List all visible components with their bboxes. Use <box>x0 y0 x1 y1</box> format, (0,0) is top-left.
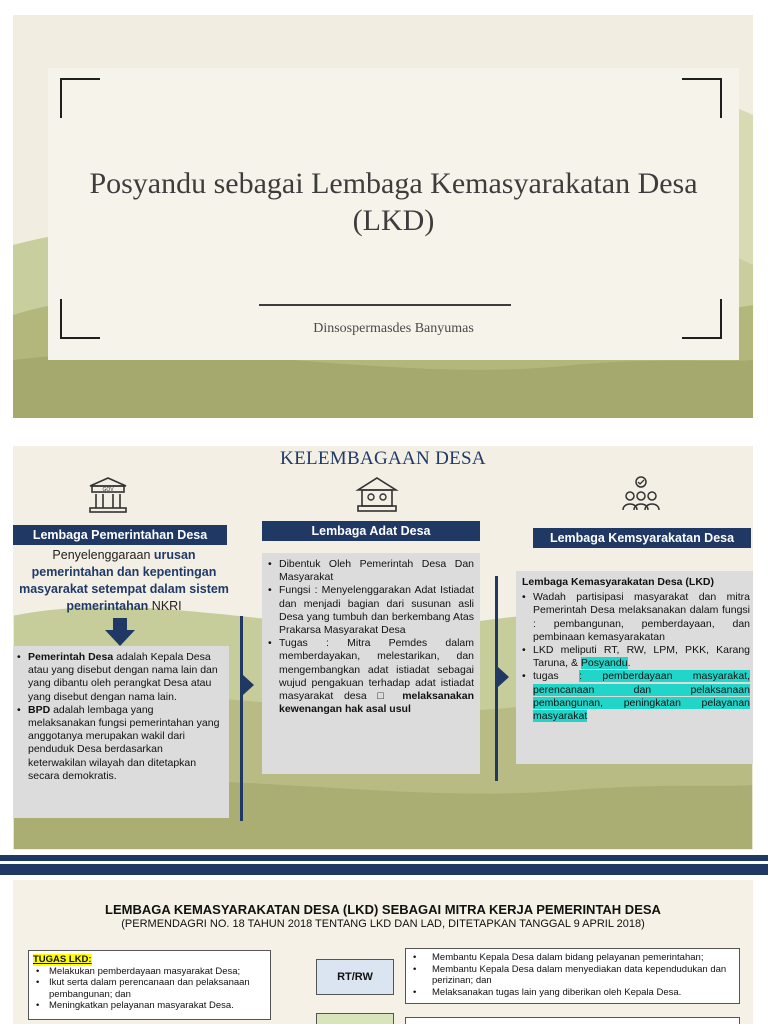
presentation-title: Posyandu sebagai Lembaga Kemasyarakatan Desa (LKD) <box>89 167 698 237</box>
tugas-lkd-label: TUGAS LKD: <box>33 954 92 965</box>
rt-rw-description-box <box>405 948 740 1004</box>
arrow-right-icon <box>498 667 509 687</box>
header-lembaga-adat: Lembaga Adat Desa <box>262 521 480 541</box>
rt-rw-box: RT/RW <box>316 959 394 995</box>
arrow-down-icon <box>105 618 135 646</box>
temple-building-icon <box>355 476 399 516</box>
presentation-subtitle: Dinsospermasdes Banyumas <box>313 321 474 336</box>
lkd-mitra-subtitle: (PERMENDAGRI NO. 18 TAHUN 2018 TENTANG LKD DAN LAD, DITETAPKAN TANGGAL 9 APRIL 2018) <box>121 918 645 930</box>
lead-text-highlight: urusan pemerintahan dan kepentingan masyarakat setempat dalam sistem pemerintahan <box>19 548 229 613</box>
list-item: • Wadah partisipasi masyarakat dan mitra Pemerintah Desa melaksanakan dalam fungsi : pembangunan, pemberdayaan, dan pembinaan kemasyarakatan <box>522 591 750 644</box>
list-item <box>17 651 223 704</box>
title-slide <box>13 15 753 418</box>
term-pemerintah-desa: Pemerintah Desa <box>28 651 114 663</box>
lead-text-start: Penyelenggaraan <box>52 548 154 562</box>
list-item <box>522 670 750 723</box>
corner-bracket-top-left <box>60 78 100 118</box>
section-band <box>0 855 768 875</box>
lead-text-end: NKRI <box>148 599 182 613</box>
list-item: • Membantu Kepala Desa dalam menyediakan data kependudukan dan perizinan; dan <box>410 964 735 987</box>
lkd-mitra-title: LEMBAGA KEMASYARAKATAN DESA (LKD) SEBAGAI MITRA KERJA PEMERINTAH DESA <box>105 902 661 917</box>
title-card <box>48 68 739 360</box>
next-institution-box <box>316 1013 394 1024</box>
list-item: • Melaksanakan tugas lain yang diberikan oleh Kepala Desa. <box>410 987 735 999</box>
list-item: • Meningkatkan pelayanan masyarakat Desa. <box>33 1000 266 1012</box>
term-bpd: BPD <box>28 703 51 716</box>
list-item: • Membantu Kepala Desa dalam bidang pelayanan pemerintahan; <box>410 952 735 964</box>
header-lembaga-pemerintahan: Lembaga Pemerintahan Desa <box>13 525 227 545</box>
kelembagaan-slide <box>13 446 753 850</box>
posyandu-highlight: Posyandu <box>580 657 628 670</box>
list-item: • Fungsi : Menyelenggarakan Adat Istiadat dan menjadi bagian dari susunan asli Desa yang tumbuh dan berkembang Atas Prakarsa Masyarakat Desa <box>268 584 474 637</box>
kemasyarakatan-detail-box <box>516 571 753 764</box>
lkd-mitra-slide <box>13 880 753 1024</box>
government-building-icon <box>86 476 130 516</box>
divider-line <box>240 616 243 821</box>
tugas-text: Tugas : Mitra Pemdes dalam memberdayakan, melestarikan, dan mengembangkan adat istiadat sebagai wujud pengakuan terhadap adat istiadat masyarakat desa □ <box>279 637 474 703</box>
list-item: • Dibentuk Oleh Pemerintah Desa Dan Masyarakat <box>268 558 474 584</box>
lkd-box-title: Lembaga Kemasyarakatan Desa (LKD) <box>522 576 714 588</box>
people-group-icon <box>619 474 663 514</box>
list-item <box>522 644 750 670</box>
list-item: • Melakukan pemberdayaan masyarakat Desa; <box>33 966 266 978</box>
pemerintahan-description <box>16 547 232 615</box>
period-text: . <box>627 657 631 670</box>
header-lembaga-kemasyarakatan: Lembaga Kemsyarakatan Desa <box>533 528 751 548</box>
list-item <box>17 704 223 783</box>
tugas-label: tugas <box>533 670 559 683</box>
section-heading: KELEMBAGAAN DESA <box>280 448 486 469</box>
list-item <box>268 637 474 716</box>
lkd-members-text: LKD meliputi RT, RW, LPM, PKK, Karang Taruna, & <box>533 644 750 670</box>
title-divider <box>259 304 511 306</box>
band-stripe <box>0 861 768 864</box>
list-item: • Ikut serta dalam perencanaan dan pelaksanaan pembangunan; dan <box>33 977 266 1000</box>
tugas-bold-text: melaksanakan kewenangan hak asal usul <box>279 690 474 716</box>
svg-text:GOV: GOV <box>102 487 114 493</box>
pemerintahan-detail-box <box>13 646 229 818</box>
corner-bracket-top-right <box>682 78 722 118</box>
next-description-box <box>405 1017 740 1024</box>
arrow-right-icon <box>243 675 254 695</box>
tugas-highlight: : pemberdayaan masyarakat, perencanaan dan pelaksanaan pembangunan, peningkatan pelayanan masyarakat <box>533 670 750 723</box>
tugas-lkd-box <box>28 950 271 1020</box>
definition-text: adalah Kepala Desa atau yang disebut dengan nama lain dan yang dibantu oleh perangkat Desa atau yang disebut dengan nama lain. <box>28 651 218 703</box>
definition-text: adalah lembaga yang melaksanakan fungsi pemerintahan yang anggotanya merupakan wakil dari penduduk Desa berdasarkan keterwakilan wilayah dan ditetapkan secara demokratis. <box>28 703 220 782</box>
adat-detail-box <box>262 553 480 774</box>
